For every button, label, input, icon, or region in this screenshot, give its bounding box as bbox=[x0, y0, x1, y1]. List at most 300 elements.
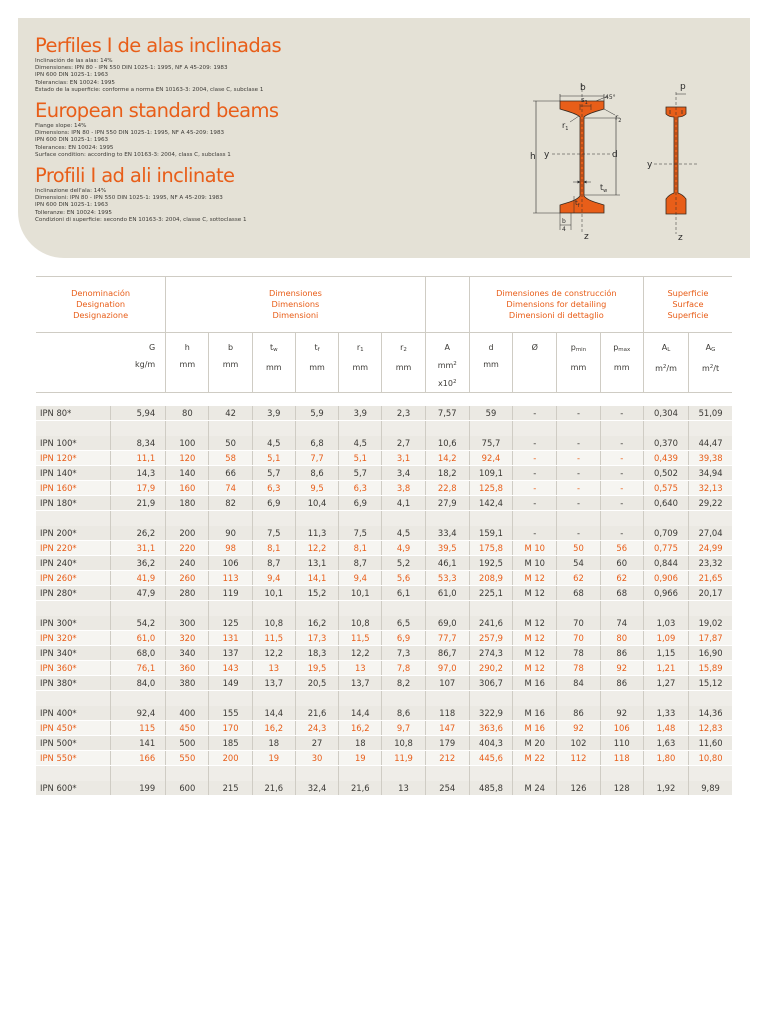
table-cell: 3,9 bbox=[339, 406, 382, 421]
table-cell: - bbox=[513, 466, 557, 481]
table-cell: 159,1 bbox=[469, 526, 512, 541]
group-gap bbox=[36, 766, 732, 781]
table-cell: - bbox=[557, 496, 600, 511]
table-cell: 102 bbox=[557, 736, 600, 751]
table-cell: 128 bbox=[600, 781, 643, 796]
table-cell: 21,6 bbox=[339, 781, 382, 796]
table-cell: 200 bbox=[209, 751, 252, 766]
col-b: b mm bbox=[209, 333, 252, 393]
table-cell: 125 bbox=[209, 616, 252, 631]
spec-line: Inclinación de las alas: 14% bbox=[35, 58, 113, 64]
table-cell: 59 bbox=[469, 406, 512, 421]
spec-line: Dimensiones: IPN 80 - IPN 550 DIN 1025-1: 1995, NF A 45-209: 1983 bbox=[35, 65, 228, 72]
label-angle: 45° bbox=[605, 94, 616, 101]
table-cell: 155 bbox=[209, 706, 252, 721]
col-G: G kg/m bbox=[36, 333, 166, 393]
table-cell: 97,0 bbox=[425, 661, 469, 676]
table-cell: 92 bbox=[557, 721, 600, 736]
table-cell: 0,575 bbox=[643, 481, 688, 496]
table-cell: 68 bbox=[600, 586, 643, 601]
svg-text:4: 4 bbox=[562, 226, 566, 233]
table-cell: - bbox=[600, 466, 643, 481]
table-cell: 19 bbox=[252, 751, 295, 766]
table-cell: 0,304 bbox=[643, 406, 688, 421]
table-cell: 322,9 bbox=[469, 706, 512, 721]
group-construction: Dimensiones de construcción Dimensions for detailing Dimensioni di dettaglio bbox=[469, 277, 643, 333]
table-cell: 404,3 bbox=[469, 736, 512, 751]
table-cell: 12,2 bbox=[252, 646, 295, 661]
table-cell: 7,5 bbox=[252, 526, 295, 541]
table-cell: 92 bbox=[600, 706, 643, 721]
beam-table bbox=[36, 276, 732, 796]
title-it: Profili I ad ali inclinate bbox=[35, 164, 235, 188]
table-row bbox=[36, 616, 732, 631]
table-cell: 27,9 bbox=[425, 496, 469, 511]
table-cell: 74 bbox=[600, 616, 643, 631]
table-cell: 10,6 bbox=[425, 436, 469, 451]
table-cell: 1,27 bbox=[643, 676, 688, 691]
table-cell: 199 bbox=[110, 781, 165, 796]
table-cell: 260 bbox=[166, 571, 209, 586]
table-cell: 1,48 bbox=[643, 721, 688, 736]
spec-line: IPN 600 DIN 1025-1: 1963 bbox=[35, 202, 109, 209]
table-cell: - bbox=[600, 436, 643, 451]
table-cell: 1,63 bbox=[643, 736, 688, 751]
table-cell: - bbox=[600, 451, 643, 466]
table-cell: 14,4 bbox=[339, 706, 382, 721]
spec-line: IPN 600 DIN 1025-1: 1963 bbox=[35, 137, 109, 144]
table-cell: 16,2 bbox=[252, 721, 295, 736]
profile-name: IPN 360* bbox=[36, 661, 110, 676]
table-cell: 54 bbox=[557, 556, 600, 571]
table-cell: 340 bbox=[166, 646, 209, 661]
table-cell: 11,3 bbox=[295, 526, 338, 541]
table-cell: 137 bbox=[209, 646, 252, 661]
table-cell: 11,1 bbox=[110, 451, 165, 466]
table-cell: 485,8 bbox=[469, 781, 512, 796]
table-cell: 274,3 bbox=[469, 646, 512, 661]
table-cell: - bbox=[600, 481, 643, 496]
label-z2: z bbox=[678, 233, 683, 243]
table-cell: - bbox=[557, 451, 600, 466]
table-cell: 18,2 bbox=[425, 466, 469, 481]
table-cell: 53,3 bbox=[425, 571, 469, 586]
table-cell: 8,2 bbox=[382, 676, 425, 691]
table-cell: 131 bbox=[209, 631, 252, 646]
table-cell: M 12 bbox=[513, 646, 557, 661]
table-cell: 18 bbox=[339, 736, 382, 751]
table-cell: 86 bbox=[600, 676, 643, 691]
label-y: y bbox=[544, 150, 550, 160]
profile-name: IPN 300* bbox=[36, 616, 110, 631]
table-cell: 34,94 bbox=[689, 466, 732, 481]
table-cell: 240 bbox=[166, 556, 209, 571]
group-surface: Superficie Surface Superficie bbox=[643, 277, 732, 333]
table-cell: 166 bbox=[110, 751, 165, 766]
table-cell: 56 bbox=[600, 541, 643, 556]
table-cell: 21,6 bbox=[252, 781, 295, 796]
table-cell: 36,2 bbox=[110, 556, 165, 571]
table-cell: 70 bbox=[557, 631, 600, 646]
table-cell: 8,1 bbox=[252, 541, 295, 556]
table-cell: 39,5 bbox=[425, 541, 469, 556]
table-cell: 6,3 bbox=[339, 481, 382, 496]
table-cell: 27 bbox=[295, 736, 338, 751]
table-cell: 42 bbox=[209, 406, 252, 421]
table-cell: 41,9 bbox=[110, 571, 165, 586]
table-cell: - bbox=[600, 526, 643, 541]
table-cell: 300 bbox=[166, 616, 209, 631]
block-es bbox=[35, 34, 505, 94]
table-cell: 12,83 bbox=[689, 721, 732, 736]
table-cell: 0,906 bbox=[643, 571, 688, 586]
table-cell: 10,1 bbox=[252, 586, 295, 601]
table-row bbox=[36, 721, 732, 736]
table-cell: 13 bbox=[252, 661, 295, 676]
table-row bbox=[36, 451, 732, 466]
table-cell: - bbox=[513, 481, 557, 496]
table-cell: 92,4 bbox=[110, 706, 165, 721]
table-cell: 160 bbox=[166, 481, 209, 496]
table-cell: 60 bbox=[600, 556, 643, 571]
profile-name: IPN 380* bbox=[36, 676, 110, 691]
table-cell: 0,502 bbox=[643, 466, 688, 481]
table-cell: 17,87 bbox=[689, 631, 732, 646]
table-cell: 13 bbox=[382, 781, 425, 796]
table-cell: 31,1 bbox=[110, 541, 165, 556]
label-p: p bbox=[680, 82, 686, 92]
block-en bbox=[35, 99, 505, 159]
table-cell: 21,6 bbox=[295, 706, 338, 721]
spec-line: Estado de la superficie: conforme a norma EN 10163-3: 2004, clase C, subclase 1 bbox=[35, 86, 264, 93]
svg-text:r2: $r_2$ bbox=[615, 113, 622, 124]
table-cell: 400 bbox=[166, 706, 209, 721]
table-cell: 5,1 bbox=[252, 451, 295, 466]
table-cell: M 22 bbox=[513, 751, 557, 766]
profile-name: IPN 500* bbox=[36, 736, 110, 751]
specs-it bbox=[35, 188, 505, 224]
table-cell: 15,2 bbox=[295, 586, 338, 601]
table-cell: 39,38 bbox=[689, 451, 732, 466]
table-cell: 70 bbox=[557, 616, 600, 631]
table-cell: 100 bbox=[166, 436, 209, 451]
table-cell: 6,8 bbox=[295, 436, 338, 451]
table-cell: 241,6 bbox=[469, 616, 512, 631]
table-cell: 0,439 bbox=[643, 451, 688, 466]
spec-line: Condizioni di superficie: secondo EN 10163-3: 2004, classe C, sottoclasse 1 bbox=[35, 216, 247, 223]
table-cell: 5,9 bbox=[295, 406, 338, 421]
table-cell: - bbox=[513, 436, 557, 451]
table-cell: 5,6 bbox=[382, 571, 425, 586]
col-r1: r1 mm bbox=[339, 333, 382, 393]
table-cell: 47,9 bbox=[110, 586, 165, 601]
table-cell: 550 bbox=[166, 751, 209, 766]
col-pmin: pmin mm bbox=[557, 333, 600, 393]
table-row bbox=[36, 586, 732, 601]
col-AL: AL $m^2/m$ bbox=[643, 333, 688, 393]
table-cell: 6,1 bbox=[382, 586, 425, 601]
table-cell: 10,1 bbox=[339, 586, 382, 601]
group-dimensions: Dimensiones Dimensions Dimensioni bbox=[166, 277, 425, 333]
table-cell: 9,4 bbox=[339, 571, 382, 586]
table-cell: 6,5 bbox=[382, 616, 425, 631]
profile-name: IPN 320* bbox=[36, 631, 110, 646]
col-phi: Ø bbox=[513, 333, 557, 393]
table-cell: - bbox=[557, 481, 600, 496]
table-cell: 21,65 bbox=[689, 571, 732, 586]
table-cell: - bbox=[513, 406, 557, 421]
table-cell: 500 bbox=[166, 736, 209, 751]
table-cell: 86 bbox=[557, 706, 600, 721]
table-cell: M 20 bbox=[513, 736, 557, 751]
table-cell: 26,2 bbox=[110, 526, 165, 541]
table-row bbox=[36, 556, 732, 571]
table-row bbox=[36, 676, 732, 691]
group-gap bbox=[36, 691, 732, 706]
table-cell: 13,7 bbox=[339, 676, 382, 691]
group-designation: Denominación Designation Designazione bbox=[36, 277, 166, 333]
table-cell: 185 bbox=[209, 736, 252, 751]
table-cell: 20,17 bbox=[689, 586, 732, 601]
spec-line: Tolleranze: EN 10024: 1995 bbox=[35, 209, 112, 216]
group-gap bbox=[36, 511, 732, 526]
table-cell: 140 bbox=[166, 466, 209, 481]
title-en: European standard beams bbox=[35, 99, 279, 123]
table-cell: 6,9 bbox=[252, 496, 295, 511]
table-cell: 10,8 bbox=[339, 616, 382, 631]
table-cell: 118 bbox=[425, 706, 469, 721]
table-cell: 11,9 bbox=[382, 751, 425, 766]
table-cell: 143 bbox=[209, 661, 252, 676]
table-cell: 68 bbox=[557, 586, 600, 601]
table-cell: 2,3 bbox=[382, 406, 425, 421]
table-cell: 19 bbox=[339, 751, 382, 766]
table-cell: 76,1 bbox=[110, 661, 165, 676]
table-cell: 0,370 bbox=[643, 436, 688, 451]
table-cell: 8,34 bbox=[110, 436, 165, 451]
profile-name: IPN 220* bbox=[36, 541, 110, 556]
table-cell: 14,4 bbox=[252, 706, 295, 721]
table-cell: 16,2 bbox=[339, 721, 382, 736]
table-cell: 119 bbox=[209, 586, 252, 601]
table-cell: - bbox=[513, 496, 557, 511]
col-A: A $mm^2$ $x10^2$ bbox=[425, 333, 469, 393]
table-cell: 141 bbox=[110, 736, 165, 751]
specs-es bbox=[35, 58, 505, 94]
table-row bbox=[36, 736, 732, 751]
table-cell: M 10 bbox=[513, 556, 557, 571]
table-cell: 10,8 bbox=[252, 616, 295, 631]
table-cell: 75,7 bbox=[469, 436, 512, 451]
table-cell: 6,9 bbox=[339, 496, 382, 511]
table-row bbox=[36, 751, 732, 766]
col-AG: AG $m^2/t$ bbox=[689, 333, 732, 393]
table-cell: M 12 bbox=[513, 661, 557, 676]
spec-line: Dimensions: IPN 80 - IPN 550 DIN 1025-1: 1995, NF A 45-209: 1983 bbox=[35, 130, 225, 137]
table-cell: 66 bbox=[209, 466, 252, 481]
table-cell: - bbox=[557, 466, 600, 481]
spec-line: IPN 600 DIN 1025-1: 1963 bbox=[35, 72, 109, 79]
table-cell: M 12 bbox=[513, 586, 557, 601]
table-cell: 9,5 bbox=[295, 481, 338, 496]
table-cell: 175,8 bbox=[469, 541, 512, 556]
svg-text:b: b bbox=[562, 218, 566, 225]
table-cell: 27,04 bbox=[689, 526, 732, 541]
table-cell: 13,1 bbox=[295, 556, 338, 571]
table-cell: 10,8 bbox=[382, 736, 425, 751]
table-cell: 92 bbox=[600, 661, 643, 676]
table-cell: 12,2 bbox=[339, 646, 382, 661]
table-cell: 257,9 bbox=[469, 631, 512, 646]
header-spacer bbox=[36, 393, 732, 406]
profile-name: IPN 80* bbox=[36, 406, 110, 421]
table-cell: 1,15 bbox=[643, 646, 688, 661]
table-cell: 7,8 bbox=[382, 661, 425, 676]
profile-name: IPN 400* bbox=[36, 706, 110, 721]
table-cell: 78 bbox=[557, 661, 600, 676]
table-cell: 290,2 bbox=[469, 661, 512, 676]
table-cell: 200 bbox=[166, 526, 209, 541]
table-cell: 125,8 bbox=[469, 481, 512, 496]
col-pmax: pmax mm bbox=[600, 333, 643, 393]
table-cell: 18 bbox=[252, 736, 295, 751]
table-cell: 212 bbox=[425, 751, 469, 766]
table-cell: 50 bbox=[209, 436, 252, 451]
table-cell: 1,92 bbox=[643, 781, 688, 796]
table-cell: 61,0 bbox=[425, 586, 469, 601]
table-cell: 23,32 bbox=[689, 556, 732, 571]
table-cell: 5,1 bbox=[339, 451, 382, 466]
group-area-spacer bbox=[425, 277, 469, 333]
profile-name: IPN 160* bbox=[36, 481, 110, 496]
table-cell: 8,7 bbox=[339, 556, 382, 571]
table-body bbox=[36, 406, 732, 796]
table-cell: 320 bbox=[166, 631, 209, 646]
table-row bbox=[36, 781, 732, 796]
label-h: h bbox=[530, 152, 536, 162]
col-r2: r2 mm bbox=[382, 333, 425, 393]
table-cell: M 16 bbox=[513, 721, 557, 736]
table-cell: - bbox=[513, 451, 557, 466]
table-cell: 110 bbox=[600, 736, 643, 751]
table-cell: 6,3 bbox=[252, 481, 295, 496]
group-gap bbox=[36, 601, 732, 616]
spec-line: Surface condition: according to EN 10163-3: 2004, class C, subclass 1 bbox=[35, 151, 231, 158]
svg-text:tw: $t_w$ bbox=[600, 183, 608, 194]
table-cell: 225,1 bbox=[469, 586, 512, 601]
table-cell: 92,4 bbox=[469, 451, 512, 466]
table-cell: 180 bbox=[166, 496, 209, 511]
table-cell: M 12 bbox=[513, 631, 557, 646]
table-cell: 15,12 bbox=[689, 676, 732, 691]
table-cell: 68,0 bbox=[110, 646, 165, 661]
label-b: b bbox=[580, 83, 586, 93]
table-cell: 0,844 bbox=[643, 556, 688, 571]
table-cell: 12,2 bbox=[295, 541, 338, 556]
table-cell: 445,6 bbox=[469, 751, 512, 766]
table-cell: 19,5 bbox=[295, 661, 338, 676]
table-cell: 14,2 bbox=[425, 451, 469, 466]
profile-name: IPN 280* bbox=[36, 586, 110, 601]
table-cell: 50 bbox=[557, 541, 600, 556]
table-cell: 14,1 bbox=[295, 571, 338, 586]
table-cell: 33,4 bbox=[425, 526, 469, 541]
spec-line: Flange slope: 14% bbox=[35, 123, 87, 130]
table-cell: - bbox=[557, 436, 600, 451]
profile-name: IPN 260* bbox=[36, 571, 110, 586]
table-cell: 32,13 bbox=[689, 481, 732, 496]
header-text bbox=[35, 34, 505, 229]
table-cell: 126 bbox=[557, 781, 600, 796]
table-cell: 17,3 bbox=[295, 631, 338, 646]
label-d: d bbox=[612, 150, 618, 160]
table-cell: 6,9 bbox=[382, 631, 425, 646]
profile-name: IPN 100* bbox=[36, 436, 110, 451]
table-cell: 80 bbox=[600, 631, 643, 646]
table-cell: - bbox=[557, 526, 600, 541]
table-cell: 1,80 bbox=[643, 751, 688, 766]
svg-text:s1: $s_1$ bbox=[581, 96, 588, 106]
table-cell: 600 bbox=[166, 781, 209, 796]
profile-name: IPN 450* bbox=[36, 721, 110, 736]
table-cell: 113 bbox=[209, 571, 252, 586]
table-cell: 8,1 bbox=[339, 541, 382, 556]
table-cell: 29,22 bbox=[689, 496, 732, 511]
table-cell: 1,33 bbox=[643, 706, 688, 721]
table-cell: 16,90 bbox=[689, 646, 732, 661]
table-cell: 10,4 bbox=[295, 496, 338, 511]
table-cell: M 12 bbox=[513, 571, 557, 586]
table-cell: 51,09 bbox=[689, 406, 732, 421]
table-cell: 98 bbox=[209, 541, 252, 556]
profile-name: IPN 200* bbox=[36, 526, 110, 541]
table-cell: 9,89 bbox=[689, 781, 732, 796]
table-cell: 16,2 bbox=[295, 616, 338, 631]
table-cell: 74 bbox=[209, 481, 252, 496]
table-cell: 170 bbox=[209, 721, 252, 736]
table-row bbox=[36, 496, 732, 511]
table-cell: 4,5 bbox=[252, 436, 295, 451]
table-cell: 120 bbox=[166, 451, 209, 466]
label-z: z bbox=[584, 232, 589, 242]
table-cell: 22,8 bbox=[425, 481, 469, 496]
table-cell: 77,7 bbox=[425, 631, 469, 646]
label-y2: y bbox=[647, 160, 653, 170]
col-d: d mm bbox=[469, 333, 512, 393]
table-cell: 254 bbox=[425, 781, 469, 796]
table-cell: 149 bbox=[209, 676, 252, 691]
table-cell: 14,36 bbox=[689, 706, 732, 721]
table-cell: 18,3 bbox=[295, 646, 338, 661]
table-cell: 84,0 bbox=[110, 676, 165, 691]
table-cell: 20,5 bbox=[295, 676, 338, 691]
table-cell: 62 bbox=[557, 571, 600, 586]
table-cell: 8,7 bbox=[252, 556, 295, 571]
table-cell: - bbox=[600, 496, 643, 511]
table-cell: 115 bbox=[110, 721, 165, 736]
spec-line: Tolerancias: EN 10024: 1995 bbox=[35, 79, 115, 86]
table-cell: 17,9 bbox=[110, 481, 165, 496]
table-cell: 107 bbox=[425, 676, 469, 691]
table-cell: 8,6 bbox=[382, 706, 425, 721]
table-cell: 2,7 bbox=[382, 436, 425, 451]
table-cell: 7,57 bbox=[425, 406, 469, 421]
profile-name: IPN 140* bbox=[36, 466, 110, 481]
table-cell: 8,6 bbox=[295, 466, 338, 481]
table-cell: 11,60 bbox=[689, 736, 732, 751]
spec-line: Dimensioni: IPN 80 - IPN 550 DIN 1025-1: 1995, NF A 45-209: 1983 bbox=[35, 195, 223, 202]
table-cell: M 10 bbox=[513, 541, 557, 556]
